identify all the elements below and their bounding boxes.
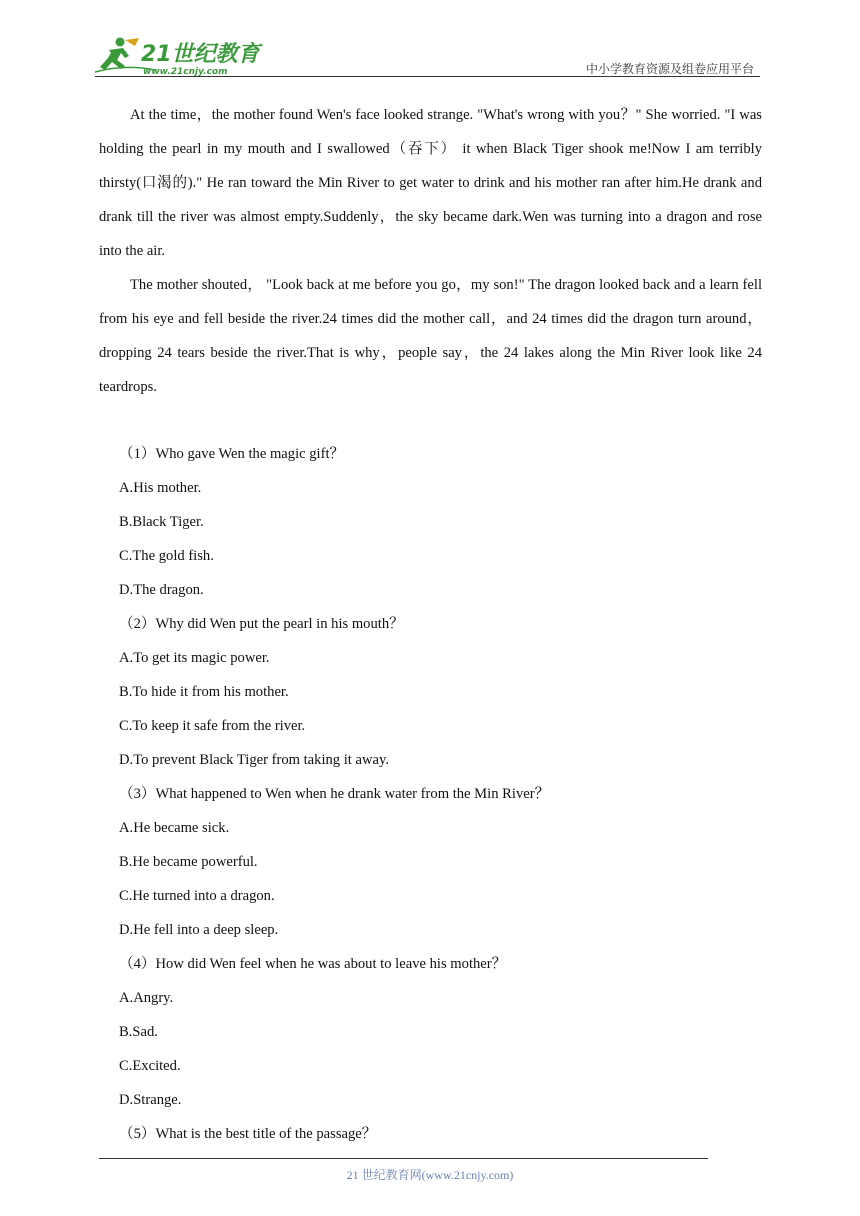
footer-link[interactable]: 21 世纪教育网(www.21cnjy.com) [346, 1168, 514, 1182]
question-text: （2）Why did Wen put the pearl in his mouth？ [119, 616, 404, 632]
question-text: （3）What happened to Wen when he drank water from the Min River？ [119, 786, 550, 802]
answer-option: A.He became sick. [119, 820, 230, 836]
logo-text: 21世纪教育 [141, 42, 260, 67]
answer-option: B.He became powerful. [119, 854, 258, 870]
passage-paragraph: At the time，the mother found Wen's face looked strange. "What's wrong with you？" She worried. "I was holding the pearl in my mouth and I swallowed（吞下） it when Black Tiger shook me!Now I am terribly thirsty(口渴的)." He ran toward the Min River to get water to drink and his mother ran after him.He drank and drank till the river was almost empty.Suddenly，the sky became dark.Wen was turning into a dragon and rose into the air. [99, 107, 762, 259]
answer-option: C.The gold fish. [119, 548, 214, 564]
page-header [95, 28, 760, 80]
answer-option: B.Black Tiger. [119, 514, 204, 530]
answer-option: D.To prevent Black Tiger from taking it away. [119, 752, 389, 768]
header-divider [95, 76, 760, 77]
question-text: （5）What is the best title of the passage？ [119, 1126, 377, 1142]
answer-option: D.The dragon. [119, 582, 204, 598]
answer-option: C.Excited. [119, 1058, 181, 1074]
question-block [99, 1117, 762, 1151]
platform-name: 中小学教育资源及组卷应用平台 [585, 62, 754, 76]
question-text: （4）How did Wen feel when he was about to leave his mother？ [119, 956, 507, 972]
question-block [99, 437, 762, 607]
passage-paragraph: The mother shouted， "Look back at me before you go，my son!" The dragon looked back and a learn fell from his eye and fell beside the river.24 times did the mother call，and 24 times did the dragon turn around，dropping 24 tears beside the river.That is why，people say，the 24 lakes along the Min River look like 24 teardrops. [99, 277, 762, 395]
question-block [99, 947, 762, 1117]
answer-option: B.To hide it from his mother. [119, 684, 289, 700]
answer-option: D.Strange. [119, 1092, 182, 1108]
answer-option: C.He turned into a dragon. [119, 888, 275, 904]
answer-option: A.To get its magic power. [119, 650, 270, 666]
footer-divider [99, 1158, 708, 1159]
answer-option: A.His mother. [119, 480, 202, 496]
site-logo[interactable] [95, 34, 275, 76]
answer-option: B.Sad. [119, 1024, 158, 1040]
logo-url: www.21cnjy.com [143, 67, 228, 76]
document-body [99, 98, 762, 1151]
blank-space [99, 404, 762, 437]
answer-option: D.He fell into a deep sleep. [119, 922, 279, 938]
question-block [99, 777, 762, 947]
answer-option: A.Angry. [119, 990, 174, 1006]
answer-option: C.To keep it safe from the river. [119, 718, 306, 734]
question-text: （1）Who gave Wen the magic gift？ [119, 446, 345, 462]
question-block [99, 607, 762, 777]
